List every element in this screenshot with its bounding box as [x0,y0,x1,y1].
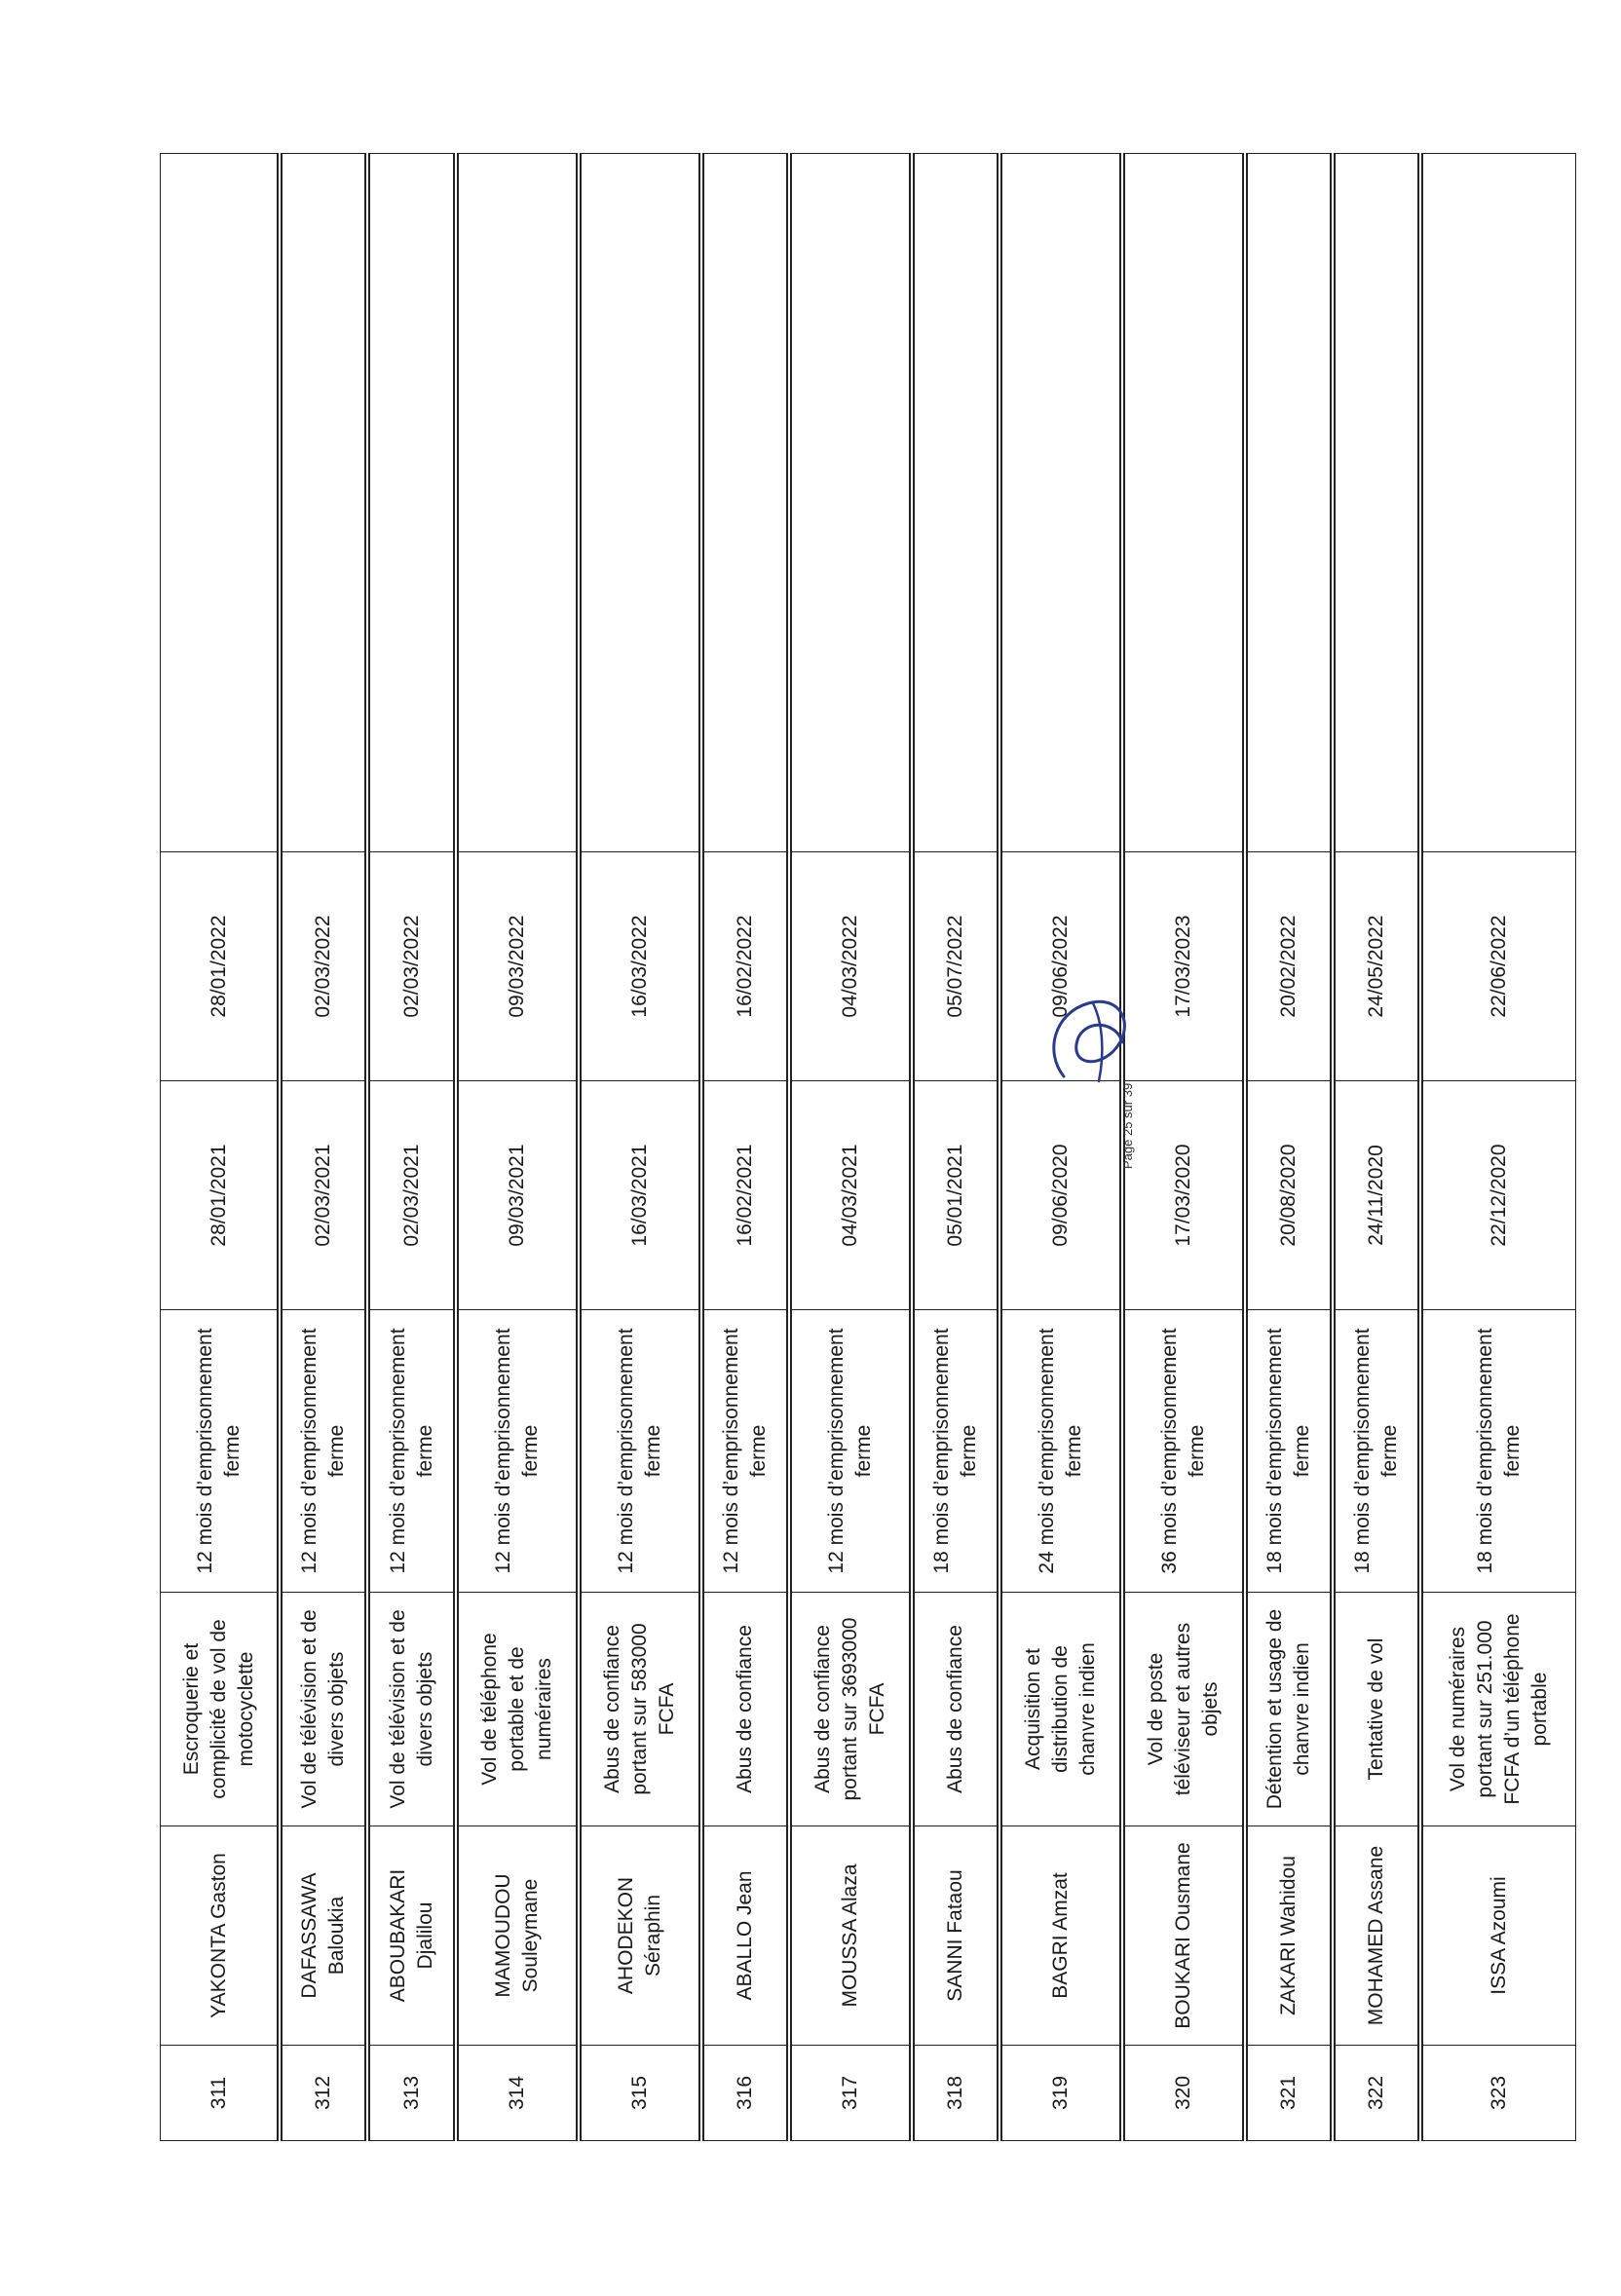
sentence-end-date: 22/06/2022 [1420,852,1575,1081]
row-number: 322 [1333,2046,1420,2141]
table-row [1420,154,1575,2141]
empty-cell [1245,154,1333,852]
sentence-start-date: 09/03/2021 [456,1081,579,1310]
page-number-label: Page 25 sur 39 [1120,1082,1135,1169]
sentence-end-date: 09/03/2022 [456,852,579,1081]
empty-cell [280,154,367,852]
offence-description: Abus de confiance portant sur 583000 FCFA [579,1593,701,1826]
prisoner-table [160,153,1576,2141]
sentence-end-date: 09/06/2022 [999,852,1122,1081]
offence-description: Vol de poste téléviseur et autres objets [1122,1593,1245,1826]
sentence-description: 18 mois d’emprisonnement ferme [1333,1310,1420,1593]
row-number: 313 [367,2046,455,2141]
sentence-description: 12 mois d’emprisonnement ferme [579,1310,701,1593]
sentence-description: 12 mois d’emprisonnement ferme [161,1310,281,1593]
sentence-end-date: 28/01/2022 [161,852,281,1081]
sentence-start-date: 09/06/2020 [999,1081,1122,1310]
sentence-description: 24 mois d’emprisonnement ferme [999,1310,1122,1593]
row-number: 311 [161,2046,281,2141]
person-name: ABALLO Jean [701,1826,789,2046]
person-name: MOUSSA Alaza [789,1826,912,2046]
row-number: 314 [456,2046,579,2141]
sentence-end-date: 02/03/2022 [367,852,455,1081]
sentence-start-date: 05/01/2021 [912,1081,999,1310]
row-number: 321 [1245,2046,1333,2141]
offence-description: Tentative de vol [1333,1593,1420,1826]
person-name: BOUKARI Ousmane [1122,1826,1245,2046]
sentence-description: 12 mois d’emprisonnement ferme [456,1310,579,1593]
table-row [1333,154,1420,2141]
sentence-start-date: 16/03/2021 [579,1081,701,1310]
offence-description: Vol de téléphone portable et de numéraires [456,1593,579,1826]
row-number: 315 [579,2046,701,2141]
rotated-document-sheet [160,154,1576,2141]
table-row [1245,154,1333,2141]
sentence-description: 12 mois d’emprisonnement ferme [701,1310,789,1593]
sentence-end-date: 16/02/2022 [701,852,789,1081]
person-name: ISSA Azoumi [1420,1826,1575,2046]
sentence-description: 18 mois d’emprisonnement ferme [912,1310,999,1593]
sentence-end-date: 24/05/2022 [1333,852,1420,1081]
offence-description: Vol de numéraires portant sur 251.000 FCFA d’un téléphone portable [1420,1593,1575,1826]
person-name: MOHAMED Assane [1333,1826,1420,2046]
table-row [701,154,789,2141]
table-row [367,154,455,2141]
empty-cell [1333,154,1420,852]
row-number: 316 [701,2046,789,2141]
empty-cell [999,154,1122,852]
sentence-end-date: 02/03/2022 [280,852,367,1081]
offence-description: Détention et usage de chanvre indien [1245,1593,1333,1826]
row-number: 320 [1122,2046,1245,2141]
sentence-description: 18 mois d’emprisonnement ferme [1245,1310,1333,1593]
table-row [579,154,701,2141]
person-name: SANNI Fataou [912,1826,999,2046]
sentence-end-date: 16/03/2022 [579,852,701,1081]
empty-cell [456,154,579,852]
table-row [789,154,912,2141]
person-name: YAKONTA Gaston [161,1826,281,2046]
sentence-end-date: 04/03/2022 [789,852,912,1081]
offence-description: Abus de confiance [701,1593,789,1826]
empty-cell [701,154,789,852]
empty-cell [789,154,912,852]
sentence-start-date: 02/03/2021 [367,1081,455,1310]
offence-description: Vol de télévision et de divers objets [367,1593,455,1826]
table-row [161,154,281,2141]
offence-description: Escroquerie et complicité de vol de motocyclette [161,1593,281,1826]
table-row [1122,154,1245,2141]
empty-cell [1420,154,1575,852]
sentence-description: 36 mois d’emprisonnement ferme [1122,1310,1245,1593]
empty-cell [912,154,999,852]
empty-cell [367,154,455,852]
person-name: BAGRI Amzat [999,1826,1122,2046]
sentence-description: 12 mois d’emprisonnement ferme [280,1310,367,1593]
sentence-description: 12 mois d’emprisonnement ferme [367,1310,455,1593]
person-name: AHODEKON Séraphin [579,1826,701,2046]
person-name: MAMOUDOU Souleymane [456,1826,579,2046]
offence-description: Abus de confiance [912,1593,999,1826]
offence-description: Vol de télévision et de divers objets [280,1593,367,1826]
sentence-end-date: 05/07/2022 [912,852,999,1081]
empty-cell [1122,154,1245,852]
offence-description: Acquisition et distribution de chanvre indien [999,1593,1122,1826]
sentence-start-date: 02/03/2021 [280,1081,367,1310]
sentence-end-date: 17/03/2023 [1122,852,1245,1081]
table-row [999,154,1122,2141]
sentence-start-date: 28/01/2021 [161,1081,281,1310]
sentence-start-date: 17/03/2020 [1122,1081,1245,1310]
table-row [280,154,367,2141]
row-number: 318 [912,2046,999,2141]
table-row [456,154,579,2141]
person-name: ABOUBAKARI Djalilou [367,1826,455,2046]
empty-cell [579,154,701,852]
sentence-start-date: 22/12/2020 [1420,1081,1575,1310]
sentence-start-date: 20/08/2020 [1245,1081,1333,1310]
sentence-start-date: 04/03/2021 [789,1081,912,1310]
sentence-description: 12 mois d’emprisonnement ferme [789,1310,912,1593]
sentence-start-date: 16/02/2021 [701,1081,789,1310]
row-number: 317 [789,2046,912,2141]
row-number: 323 [1420,2046,1575,2141]
offence-description: Abus de confiance portant sur 3693000 FCFA [789,1593,912,1826]
signature-mark [1035,984,1151,1101]
row-number: 319 [999,2046,1122,2141]
table-row [912,154,999,2141]
sentence-start-date: 24/11/2020 [1333,1081,1420,1310]
sentence-description: 18 mois d’emprisonnement ferme [1420,1310,1575,1593]
sentence-end-date: 20/02/2022 [1245,852,1333,1081]
person-name: ZAKARI Wahidou [1245,1826,1333,2046]
person-name: DAFASSAWA Baloukia [280,1826,367,2046]
empty-cell [161,154,281,852]
row-number: 312 [280,2046,367,2141]
